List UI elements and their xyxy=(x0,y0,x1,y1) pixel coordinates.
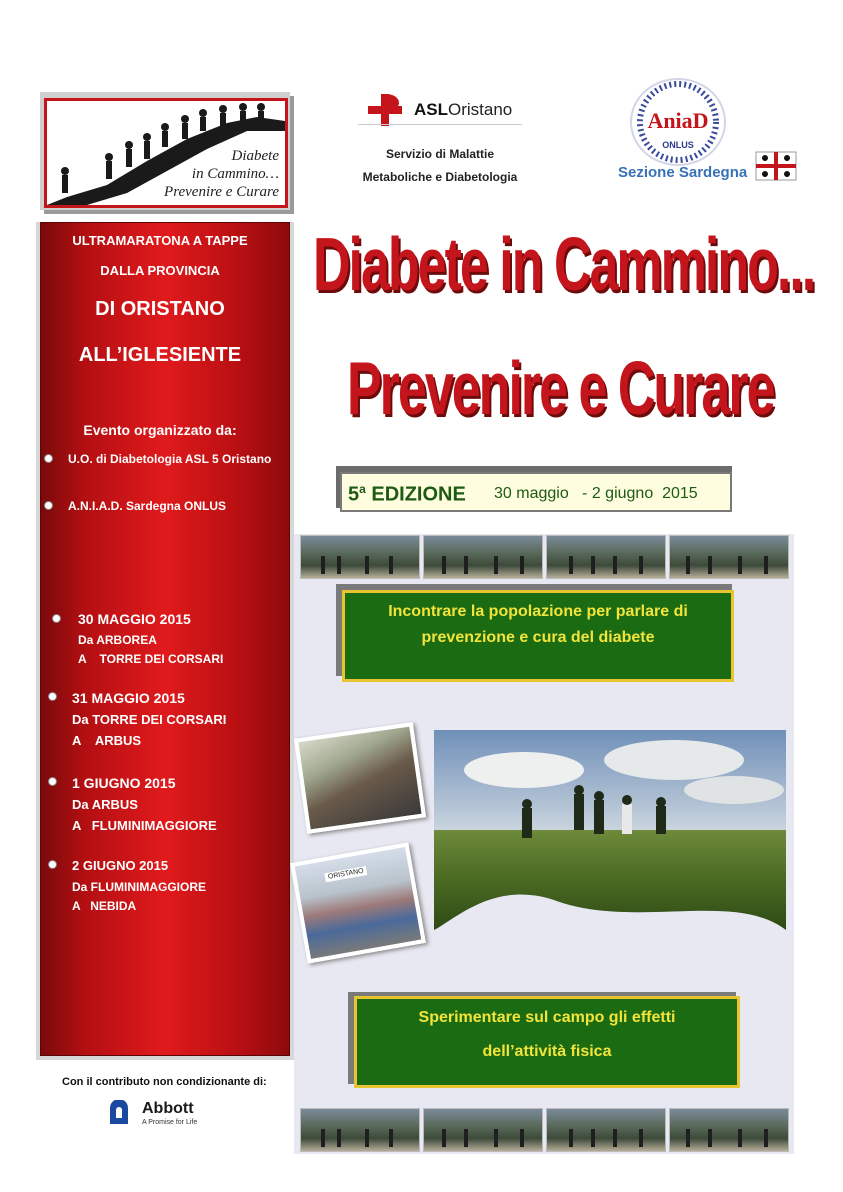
legs-photo xyxy=(546,1108,666,1152)
sidebar-heading-4: ALL’IGLESIENTE xyxy=(78,344,242,366)
organized-by-label: Evento organizzato da: xyxy=(83,422,237,438)
logo-line-1: Diabete xyxy=(231,148,279,164)
asl-service-line-2: Metaboliche e Diabetologia xyxy=(362,170,518,184)
message-box-1-line-1: Incontrare la popolazione per parlare di xyxy=(388,603,688,620)
stage-3-date: 1 GIUGNO 2015 xyxy=(72,775,176,791)
event-logo-text xyxy=(164,147,279,201)
event-logo xyxy=(40,92,290,210)
bullet-icon xyxy=(48,692,57,701)
stage-2-date: 31 MAGGIO 2015 xyxy=(72,690,185,706)
legs-photo xyxy=(423,535,543,579)
stage-1-date: 30 MAGGIO 2015 xyxy=(78,611,191,627)
logo-line-2: in Cammino… xyxy=(191,166,279,182)
stage-4-date: 2 GIUGNO 2015 xyxy=(72,858,169,873)
message-box-2 xyxy=(354,996,740,1088)
message-box-2-line-1: Sperimentare sul campo gli effetti xyxy=(418,1009,676,1026)
event-logo-frame xyxy=(44,98,288,208)
legs-photo xyxy=(546,535,666,579)
audience-photo xyxy=(294,722,426,834)
aniad-onlus: ONLUS xyxy=(662,140,694,150)
asl-service-line-1: Servizio di Malattie xyxy=(385,147,495,161)
edition-num-sup: a xyxy=(359,482,366,496)
sponsor-name: Abbott xyxy=(142,1100,194,1117)
group-photo xyxy=(290,842,426,963)
stage-1-to: A TORRE DEI CORSARI xyxy=(78,652,224,666)
legs-photo xyxy=(669,1108,789,1152)
photo-sign: ORISTANO xyxy=(324,866,367,882)
asl-name-rest: Oristano xyxy=(448,100,513,119)
legs-photo xyxy=(300,535,420,579)
aniad-section: Sezione Sardegna xyxy=(618,164,748,181)
message-box-1-line-2: prevenzione e cura del diabete xyxy=(421,629,655,646)
edition-dates: 30 maggio - 2 giugno 2015 xyxy=(494,485,698,502)
main-title-line-1: Diabete in Cammino... xyxy=(313,223,815,308)
edition-num-value: 5 xyxy=(348,483,360,506)
logo-line-3: Prevenire e Curare xyxy=(164,184,279,200)
bullet-icon xyxy=(52,614,61,623)
contribution-note: Con il contributo non condizionante di: xyxy=(62,1076,267,1088)
sponsor-tagline: A Promise for Life xyxy=(142,1119,198,1126)
sidebar-heading-2: DALLA PROVINCIA xyxy=(100,263,220,278)
main-title-line-2: Prevenire e Curare xyxy=(347,347,774,432)
message-box-2-line-2: dell’attività fisica xyxy=(482,1043,612,1060)
stage-3-from: Da ARBUS xyxy=(72,797,138,812)
stage-1-from: Da ARBOREA xyxy=(78,633,157,647)
sidebar-heading-1: ULTRAMARATONA A TAPPE xyxy=(72,233,248,248)
asl-name-bold: ASL xyxy=(414,100,448,119)
organizer-2: A.N.I.A.D. Sardegna ONLUS xyxy=(68,499,227,513)
stage-2-to: A ARBUS xyxy=(72,733,142,748)
sardinia-flag-icon xyxy=(754,150,798,182)
abbott-logo-icon xyxy=(108,1100,130,1126)
legs-photo xyxy=(300,1108,420,1152)
bullet-icon xyxy=(48,777,57,786)
organizer-1: U.O. di Diabetologia ASL 5 Oristano xyxy=(68,452,272,466)
edition-label: EDIZIONE xyxy=(365,483,466,506)
legs-photo xyxy=(669,535,789,579)
aniad-logo-text: AniaD xyxy=(647,108,709,133)
stage-4-to: A NEBIDA xyxy=(72,899,137,913)
stage-4-from: Da FLUMINIMAGGIORE xyxy=(72,880,206,894)
bullet-icon xyxy=(44,454,53,463)
sidebar-heading-3: DI ORISTANO xyxy=(95,298,225,320)
asl-name xyxy=(414,100,512,120)
legs-photo xyxy=(423,1108,543,1152)
stage-2-from: Da TORRE DEI CORSARI xyxy=(72,712,227,727)
edition-number xyxy=(348,482,466,507)
message-box-1 xyxy=(342,590,734,682)
stage-3-to: A FLUMINIMAGGIORE xyxy=(72,818,217,833)
bullet-icon xyxy=(44,501,53,510)
walkers-field-photo xyxy=(434,730,786,930)
bullet-icon xyxy=(48,860,57,869)
